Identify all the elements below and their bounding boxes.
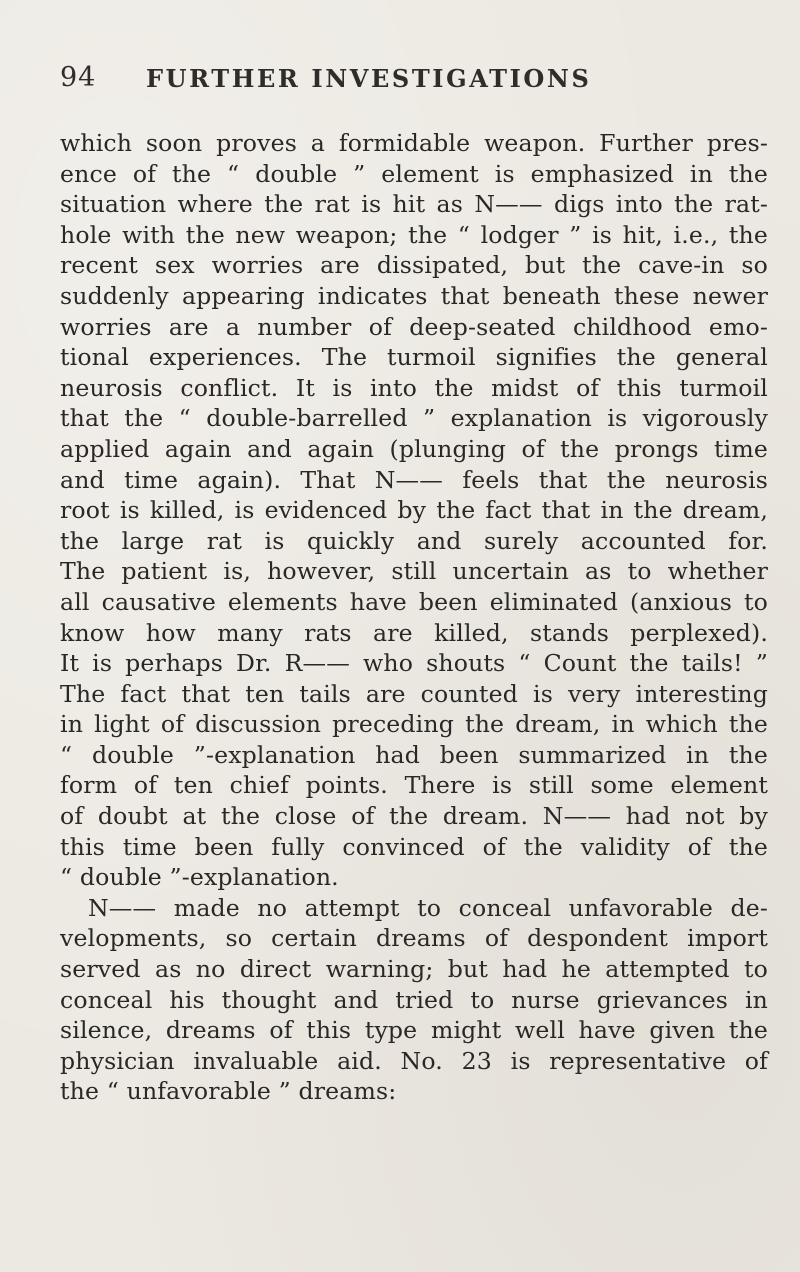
text-line: ence of the “ double ” element is emphasized in the — [60, 159, 768, 188]
text-line: served as no direct warning; but had he attempted to — [60, 955, 768, 984]
text-line: “ double ”-explanation had been summarized in the — [60, 740, 768, 769]
text-line: which soon proves a formidable weapon. Further pres- — [60, 129, 768, 157]
text-line: applied again and again (plunging of the prongs time — [60, 434, 768, 463]
text-line: neurosis conflict. It is into the midst of this turmoil — [60, 373, 768, 402]
text-line: conceal his thought and tried to nurse grievances in — [60, 985, 768, 1014]
text-line: velopments, so certain dreams of despondent import — [60, 924, 768, 953]
text-line: suddenly appearing indicates that beneath these newer — [60, 281, 768, 310]
text-line: form of ten chief points. There is still some element — [60, 771, 768, 800]
text-line: tional experiences. The turmoil signifies the general — [60, 343, 768, 372]
text-line: that the “ double-barrelled ” explanation is vigorously — [60, 404, 768, 433]
text-line: worries are a number of deep-seated childhood emo- — [60, 312, 768, 341]
text-line: the large rat is quickly and surely accounted for. — [60, 526, 768, 555]
text-line: It is perhaps Dr. R—— who shouts “ Count the tails! ” — [60, 649, 768, 678]
text-line: root is killed, is evidenced by the fact that in the dream, — [60, 496, 768, 525]
running-head — [60, 62, 760, 98]
page-number: 94 — [60, 62, 97, 93]
text-line: of doubt at the close of the dream. N—— had not by — [60, 802, 768, 831]
text-line: all causative elements have been eliminated (anxious to — [60, 587, 768, 616]
running-title: FURTHER INVESTIGATIONS — [146, 64, 592, 93]
text-line: situation where the rat is hit as N—— digs into the rat- — [60, 190, 768, 219]
text-line: and time again). That N—— feels that the neurosis — [60, 465, 768, 494]
text-line-paragraph-start: N—— made no attempt to conceal unfavorable de- — [88, 893, 768, 922]
text-line-paragraph-end: the “ unfavorable ” dreams: — [60, 1077, 397, 1106]
text-line: know how many rats are killed, stands perplexed). — [60, 618, 768, 647]
text-line: this time been fully convinced of the validity of the — [60, 832, 768, 861]
text-line: The fact that ten tails are counted is very interesting — [60, 679, 768, 708]
text-line: The patient is, however, still uncertain as to whether — [60, 557, 768, 586]
text-line: hole with the new weapon; the “ lodger ” is hit, i.e., the — [60, 220, 768, 249]
text-line: physician invaluable aid. No. 23 is representative of — [60, 1046, 768, 1075]
text-line: silence, dreams of this type might well have given the — [60, 1016, 768, 1045]
text-line-paragraph-end: “ double ”-explanation. — [60, 863, 339, 892]
text-line: in light of discussion preceding the dream, in which the — [60, 710, 768, 739]
body-text — [60, 128, 768, 1107]
text-line: recent sex worries are dissipated, but the cave-in so — [60, 251, 768, 280]
